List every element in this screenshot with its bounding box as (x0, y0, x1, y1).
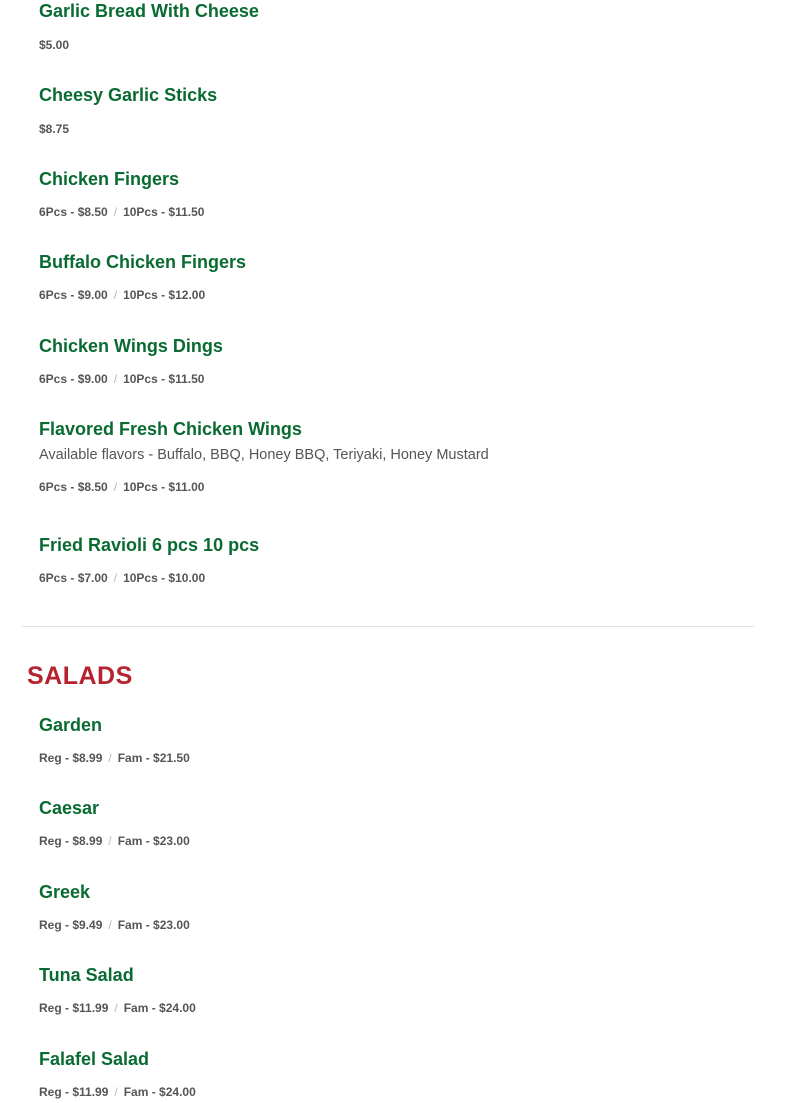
item-name: Caesar (39, 798, 100, 818)
price-separator: / (113, 372, 118, 386)
price-separator: / (113, 571, 118, 585)
price-option: 6Pcs - $9.00 (39, 372, 108, 386)
price-option: Reg - $11.99 (39, 1085, 109, 1099)
section-title-salads: SALADS (27, 662, 133, 690)
price-option: Fam - $21.50 (117, 751, 190, 765)
item-name: Cheesy Garlic Sticks (39, 85, 218, 105)
item-prices (39, 287, 739, 303)
item-name: Garden (39, 715, 103, 735)
price-option: 6Pcs - $7.00 (39, 571, 108, 585)
menu-item-greek[interactable] (39, 881, 739, 933)
item-prices (39, 371, 739, 387)
item-name: Chicken Wings Dings (39, 336, 223, 356)
item-prices (39, 833, 739, 849)
item-name: Greek (39, 882, 91, 902)
item-name: Chicken Fingers (39, 169, 180, 189)
menu-item-tuna-salad[interactable] (39, 964, 739, 1016)
price-option: $5.00 (39, 38, 70, 52)
price-option: Fam - $23.00 (117, 918, 190, 932)
menu-item-flavored-fresh-chicken-wings[interactable] (39, 418, 739, 495)
price-option: Fam - $23.00 (117, 834, 190, 848)
price-separator: / (113, 288, 118, 302)
price-option: Reg - $8.99 (39, 834, 103, 848)
price-option: 10Pcs - $11.50 (123, 205, 205, 219)
item-prices (39, 750, 739, 766)
item-prices (39, 1000, 739, 1016)
price-option: Reg - $11.99 (39, 1001, 109, 1015)
item-name: Flavored Fresh Chicken Wings (39, 419, 302, 439)
price-option: Reg - $9.49 (39, 918, 103, 932)
price-option: Reg - $8.99 (39, 751, 103, 765)
price-separator: / (113, 205, 118, 219)
item-prices (39, 570, 739, 586)
price-option: 6Pcs - $8.50 (39, 480, 108, 494)
price-separator: / (108, 834, 112, 848)
price-option: 10Pcs - $11.00 (123, 480, 205, 494)
price-separator: / (108, 751, 112, 765)
item-name: Falafel Salad (39, 1049, 150, 1069)
price-option: 10Pcs - $12.00 (123, 288, 206, 302)
item-name: Buffalo Chicken Fingers (39, 252, 247, 272)
item-prices (39, 121, 739, 137)
price-separator: / (113, 480, 118, 494)
menu-item-falafel-salad[interactable] (39, 1048, 739, 1100)
item-name: Fried Ravioli 6 pcs 10 pcs (39, 535, 260, 555)
item-description: Available flavors - Buffalo, BBQ, Honey BBQ, Teriyaki, Honey Mustard (39, 447, 489, 463)
item-name: Tuna Salad (39, 965, 134, 985)
price-option: 10Pcs - $11.50 (123, 372, 205, 386)
item-prices (39, 479, 739, 495)
item-prices (39, 1084, 739, 1100)
item-prices (39, 204, 739, 220)
item-prices (39, 917, 739, 933)
price-separator: / (108, 918, 112, 932)
price-option: $8.75 (39, 122, 70, 136)
price-separator: / (114, 1085, 118, 1099)
item-prices (39, 37, 739, 53)
price-separator: / (114, 1001, 118, 1015)
menu-item-chicken-fingers[interactable] (39, 168, 739, 220)
price-option: 10Pcs - $10.00 (123, 571, 206, 585)
menu-item-buffalo-chicken-fingers[interactable] (39, 251, 739, 303)
section-divider (22, 626, 754, 627)
menu-item-garlic-bread-with-cheese[interactable] (39, 0, 739, 53)
menu-item-chicken-wings-dings[interactable] (39, 335, 739, 387)
price-option: Fam - $24.00 (123, 1001, 196, 1015)
menu-item-cheesy-garlic-sticks[interactable] (39, 84, 739, 137)
price-option: 6Pcs - $8.50 (39, 205, 108, 219)
price-option: 6Pcs - $9.00 (39, 288, 108, 302)
price-option: Fam - $24.00 (123, 1085, 196, 1099)
item-name: Garlic Bread With Cheese (39, 1, 259, 21)
menu-item-fried-ravioli[interactable] (39, 534, 739, 586)
menu-item-garden[interactable] (39, 714, 739, 766)
menu-item-caesar[interactable] (39, 797, 739, 849)
